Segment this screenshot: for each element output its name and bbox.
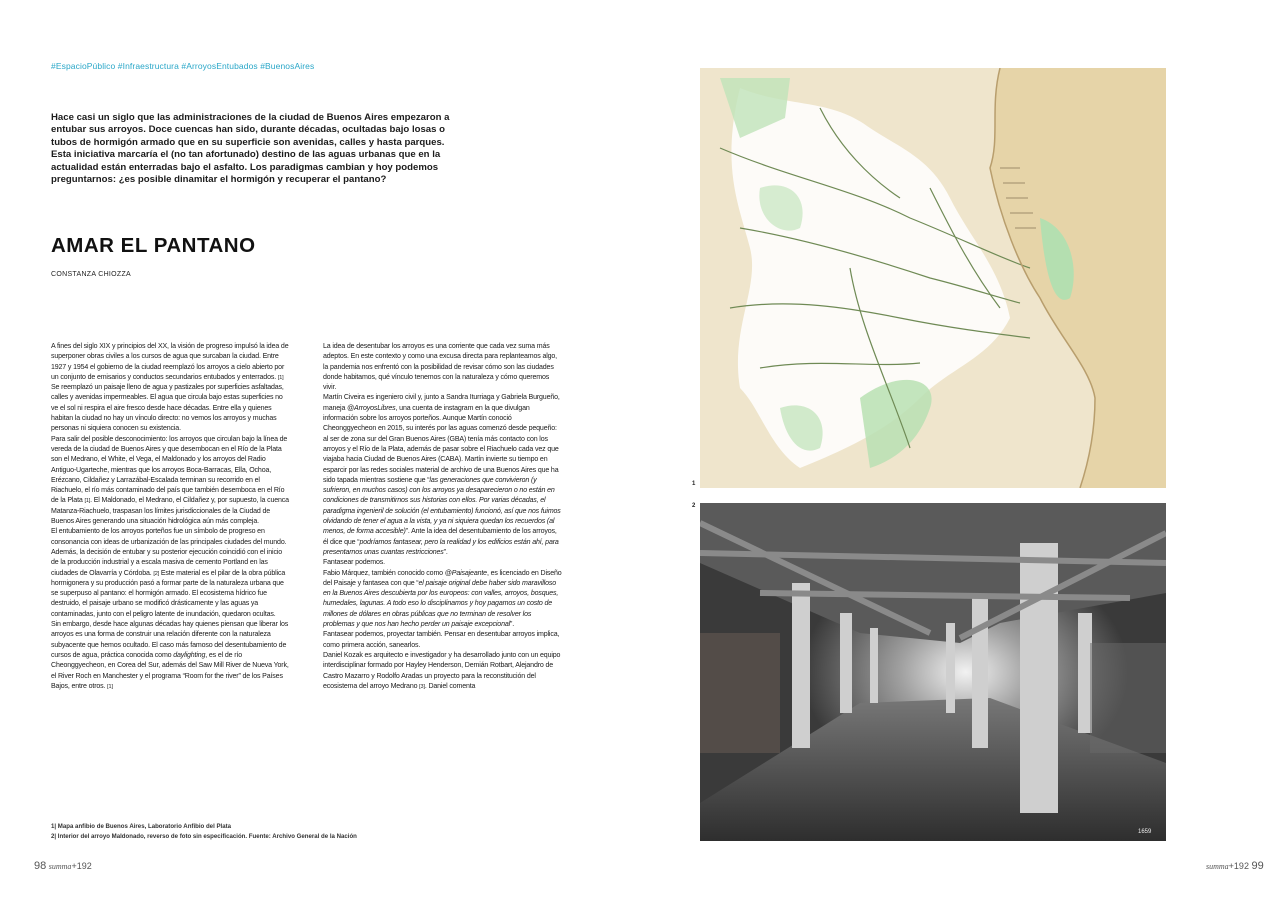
footnote-ref: [1]	[277, 374, 284, 381]
quote: podríamos fantasear, pero la realidad y los edificios están ahí, para presentarnos unas cuantas restricciones	[323, 538, 559, 556]
magazine-name: summa	[48, 862, 72, 871]
text-run: El entubamiento de los arroyos porteños fue un símbolo de progreso en consonancia con ideas de urbanización de las principales ciudades del mundo. Además, la decisión de entubar y su posterior ejecución coincidió con el inicio de la producción industrial y a escala masiva de cemento Portland en las ciudades de Olavarría y Córdoba.	[51, 528, 287, 577]
article-title: AMAR EL PANTANO	[51, 234, 256, 257]
paragraph: Fantasear podemos.	[323, 559, 385, 567]
folio-right	[1206, 860, 1264, 872]
paragraph	[323, 569, 563, 631]
instagram-handle: @Paisajeante	[444, 569, 487, 577]
amphibious-map	[700, 68, 1166, 488]
paragraph	[51, 435, 291, 528]
footnote-ref: [3]	[419, 683, 425, 690]
footnote-ref: [1]	[84, 498, 91, 505]
paragraph: La idea de desentubar los arroyos es una corriente que cada vez suma más adeptos. En este contexto y como una excusa directa para replanteamos algo, la pandemia nos enfrentó con la posibilidad de revisar cómo son las ciudades donde habitamos, qué vínculo tenemos con la naturaleza y cómo queremos vivir.	[323, 343, 557, 392]
quote: el paisaje original debe haber sido maravilloso en la Buenos Aires descubierta por los europeos: con valles, arroyos, bosques, humedales, lagunas. A todo eso lo disciplinamos y hoy pagamos un costo de millones de dólares en obras públicas que no terminan de resolver los problemas y que nos han hecho perder un paisaje excepcional	[323, 579, 559, 629]
footnote-ref: [1]	[107, 683, 113, 690]
text-run: Fabio Márquez, también conocido como	[323, 569, 445, 577]
text-run: A fines del siglo XIX y principios del XX, la visión de progreso impulsó la idea de superponer obras civiles a los cursos de agua que surcaban la ciudad. Entre 1927 y 1954 el gobierno de la ciudad reemplazó los arroyos a cielo abierto por un conjunto de emisarios y conductos secundarios entubados y enterrados.	[51, 343, 289, 381]
text-run: , es licenciado en Diseño del Paisaje y fantasea con que “	[323, 569, 562, 587]
article-lead: Hace casi un siglo que las administraciones de la ciudad de Buenos Aires empezaron a entubar sus arroyos. Doce cuencas han sido, durante décadas, ocultadas bajo losas o tubos de hormigón armado que en su superficie son avenidas, calles y hasta parques. Esta iniciativa marcaría el (no tan afortunado) destino de las aguas urbanas que en la actualidad están enterradas bajo el asfalto. Los paradigmas cambian y hoy podemos preguntarnos: ¿es posible dinamitar el hormigón y recuperar el pantano?	[51, 112, 450, 186]
hashtags: #EspacioPúblico #Infraestructura #ArroyosEntubados #BuenosAires	[51, 61, 315, 71]
paragraph	[323, 393, 563, 558]
paragraph: Fantasear podemos, proyectar también. Pensar en desentubar arroyos implica, como primera acción, sanearlos.	[323, 631, 560, 649]
text-run: ”.	[443, 548, 448, 556]
page-number: 98	[34, 860, 47, 872]
text-run: . Daniel comenta	[424, 682, 476, 690]
caption-2: 2| Interior del arroyo Maldonado, reverso de foto sin especificación. Fuente: Archivo General de la Nación	[51, 833, 357, 841]
paragraph	[323, 651, 563, 692]
text-run: Sin embargo, desde hace algunas décadas hay quienes piensan que liberar los arroyos es una forma de construir una relación diferente con la naturaleza subyacente que hemos ocultado. El caso más famoso del desentubamiento de cursos de agua, práctica conocida como	[51, 621, 289, 659]
text-column-right	[323, 342, 563, 692]
paragraph	[51, 342, 291, 435]
photo-archive-number: 1659	[1138, 829, 1152, 835]
quote: las generaciones que convivieron (y sufrieron, en muchos casos) con los arroyos ya desaparecieron o no están en condiciones de transmitirnos sus historias con ellos. Por varias décadas, el paradigma ingenieril de solución (el entubamiento) funcionó, así que nos fuimos olvidando de tener el agua a la vista, y ya ni siquiera quedan los recuerdos (al menos, de forma accesible)	[323, 476, 561, 536]
figure-number: 2	[692, 503, 696, 509]
instagram-handle: @ArroyosLibres	[347, 404, 396, 412]
text-run: ”.	[510, 621, 515, 629]
text-run: . El Maldonado, el Medrano, el Cildañez y, por supuesto, la cuenca Matanza-Riachuelo, traspasan los límites jurisdiccionales de la Ciudad de Buenos Aires generando una situación hidrológica aún más compleja.	[51, 497, 289, 526]
caption-1: 1| Mapa anfibio de Buenos Aires, Laboratorio Anfibio del Plata	[51, 823, 232, 830]
footnote-ref: [2]	[153, 570, 160, 577]
magazine-name: summa	[1206, 862, 1229, 871]
text-run: ”. Ante la idea del desentubamiento de los arroyos, él dice que “	[323, 528, 557, 546]
text-column-left	[51, 342, 291, 692]
text-run: , es el de río Cheonggyecheon, en Corea del Sur, además del Saw Mill River de Nueva York, el River Roch en Manchester y el programa “Room for the river” de los Países Bajos, entre otros.	[51, 651, 289, 690]
italic-term: daylighting	[173, 651, 206, 659]
issue-number: +192	[71, 861, 92, 871]
side-wall	[700, 633, 780, 753]
article-author: CONSTANZA CHIOZZA	[51, 271, 132, 278]
folio-left	[34, 860, 92, 872]
text-run: Se reemplazó un paisaje lleno de agua y pastizales por superficies asfaltadas, calles y avenidas impermeables. El agua que circula bajo estas superficies no ve el sol ni respira el aire fresco desde hace décadas. Entre ella y quienes habitan la ciudad no hay un vínculo directo: no vemos los arroyos y muchas personas ni siquiera conocen su existencia.	[51, 384, 284, 433]
text-run: Para salir del posible desconocimiento: los arroyos que circulan bajo la línea de vereda de la ciudad de Buenos Aires y que desembocan en el Río de la Plata son el Medrano, el White, el Vega, el Maldonado y los arroyos del Radio Antiguo-Ugarteche, mientras que los arroyos Boca-Barracas, Ella, Ochoa, Erézcano, Cildañez y Larrazábal-Escalada terminan su recorrido en el Riachuelo, el río más contaminado del país que también desemboca en el Río de la Plata	[51, 435, 288, 505]
figure-number: 1	[692, 481, 696, 487]
text-run: Martín Civeira es ingeniero civil y, junto a Sandra Iturriaga y Gabriela Burgueño, maneja	[323, 394, 560, 412]
paragraph	[51, 620, 291, 692]
text-run: Daniel Kozak es arquitecto e investigador y ha desarrollado junto con un equipo interdisciplinar formado por Hayley Henderson, Demián Rotbart, Alejandro de Castro Mazarro y Rodolfo Aradas un proyecto para la reconstitución del ecosistema del arroyo Medrano	[323, 651, 561, 690]
side-wall	[1090, 643, 1166, 753]
page-number: 99	[1251, 860, 1264, 872]
paragraph	[51, 527, 291, 620]
text-run: Este material es el pilar de la obra pública hormigonera y su producción pasó a formar parte de la naturaleza urbana que se superpuso al pantano: el hormigón armado. El ecosistema hídrico fue destruido, el paisaje urbano se modificó drásticamente y las aguas ya contaminadas, junto con el peligro latente de inundación, quedaron ocultas.	[51, 569, 286, 618]
figure-captions	[51, 822, 357, 843]
tunnel-photo	[700, 503, 1166, 841]
text-run: , una cuenta de instagram en la que divulgan información sobre los arroyos porteños. Aunque Martín conoció Cheonggyecheon en 2015, su interés por las aguas comenzó desde pequeño: al ser de zona sur del Gran Buenos Aires (GBA) tenía más contacto con los arroyos y el Río de la Plata, además de pasar sobre el Riachuelo cada vez que viajaba hacia Ciudad de Buenos Aires (CABA). Martín invierte su tiempo en esparcir por las redes sociales material de archivo de una Buenos Aires que ha sido tapada mientras sostiene que “	[323, 404, 559, 484]
issue-number: +192	[1228, 861, 1249, 871]
